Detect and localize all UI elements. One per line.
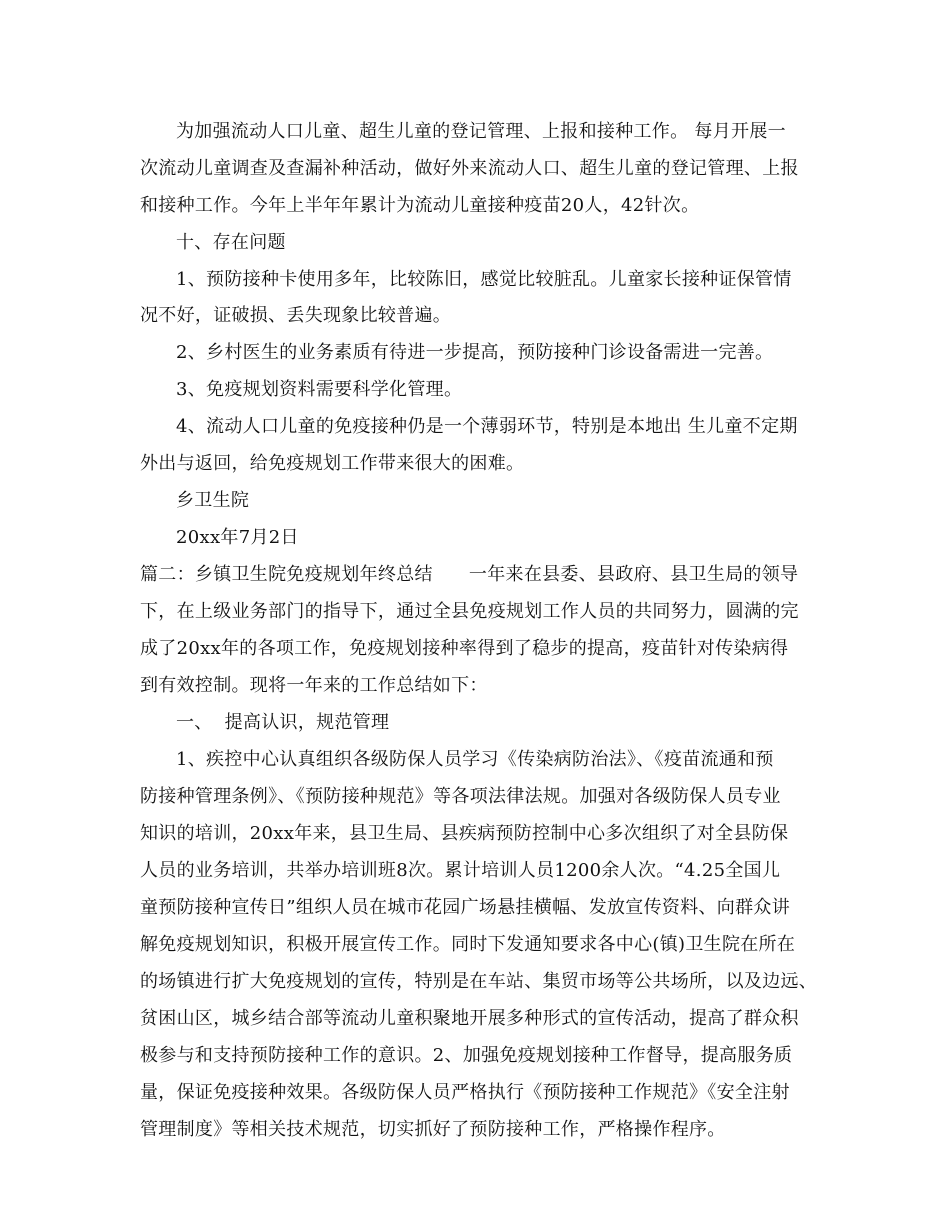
text-line: 管理制度》等相关技术规范，切实抓好了预防接种工作，严格操作程序。 (140, 1119, 726, 1140)
section-heading: 十、存在问题 (176, 232, 286, 253)
section-heading: 一、 提高认识，规范管理 (176, 712, 390, 733)
text-line: 极参与和支持预防接种工作的意识。2、加强免疫规划接种工作督导，提高服务质 (140, 1045, 793, 1066)
text-line: 防接种管理条例》、《预防接种规范》等各项法律法规。加强对各级防保人员专业 (140, 786, 781, 807)
text-line: 为加强流动人口儿童、超生儿童的登记管理、上报和接种工作。 每月开展一 (176, 121, 786, 142)
text-line: 量，保证免疫接种效果。各级防保人员严格执行《预防接种工作规范》《安全注射 (140, 1082, 790, 1103)
text-line: 和接种工作。今年上半年年累计为流动儿童接种疫苗20人，42针次。 (140, 195, 700, 216)
signature-date: 20xx年7月2日 (176, 527, 299, 548)
text-line: 解免疫规划知识，积极开展宣传工作。同时下发通知要求各中心(镇)卫生院在所在 (140, 934, 796, 955)
text-line: 童预防接种宣传日”组织人员在城市花园广场悬挂横幅、发放宣传资料、向群众讲 (140, 897, 790, 918)
text-line: 到有效控制。现将一年来的工作总结如下： (140, 675, 488, 696)
text-line: 1、预防接种卡使用多年，比较陈旧，感觉比较脏乱。儿童家长接种证保管情 (176, 269, 792, 290)
text-line: 次流动儿童调查及查漏补种活动，做好外来流动人口、超生儿童的登记管理、上报 (140, 158, 799, 179)
text-line: 贫困山区，城乡结合部等流动儿童积聚地开展多种形式的宣传活动，提高了群众积 (140, 1008, 799, 1029)
text-line: 知识的培训，20xx年来，县卫生局、县疾病预防控制中心多次组织了对全县防保 (140, 823, 789, 844)
text-line: 况不好，证破损、丢失现象比较普遍。 (140, 305, 452, 326)
text-line: 下，在上级业务部门的指导下，通过全县免疫规划工作人员的共同努力，圆满的完 (140, 601, 799, 622)
text-line: 1、疾控中心认真组织各级防保人员学习《传染病防治法》、《疫苗流通和预 (176, 749, 774, 770)
text-line: 2、乡村医生的业务素质有待进一步提高，预防接种门诊设备需进一完善。 (176, 342, 774, 363)
text-line: 4、流动人口儿童的免疫接种仍是一个薄弱环节，特别是本地出 生儿童不定期 (176, 416, 798, 437)
signature-org: 乡卫生院 (176, 490, 250, 511)
text-line: 成了20xx年的各项工作，免疫规划接种率得到了稳步的提高，疫苗针对传染病得 (140, 638, 789, 659)
text-line: 人员的业务培训，共举办培训班8次。累计培训人员1200余人次。“4.25全国儿 (140, 860, 781, 881)
section-title: 篇二：乡镇卫生院免疫规划年终总结 一年来在县委、县政府、县卫生局的领导 (140, 564, 799, 585)
text-line: 3、免疫规划资料需要科学化管理。 (176, 379, 463, 400)
text-line: 外出与返回，给免疫规划工作带来很大的困难。 (140, 453, 525, 474)
text-line: 的场镇进行扩大免疫规划的宣传，特别是在车站、集贸市场等公共场所，以及边远、 (140, 971, 818, 992)
